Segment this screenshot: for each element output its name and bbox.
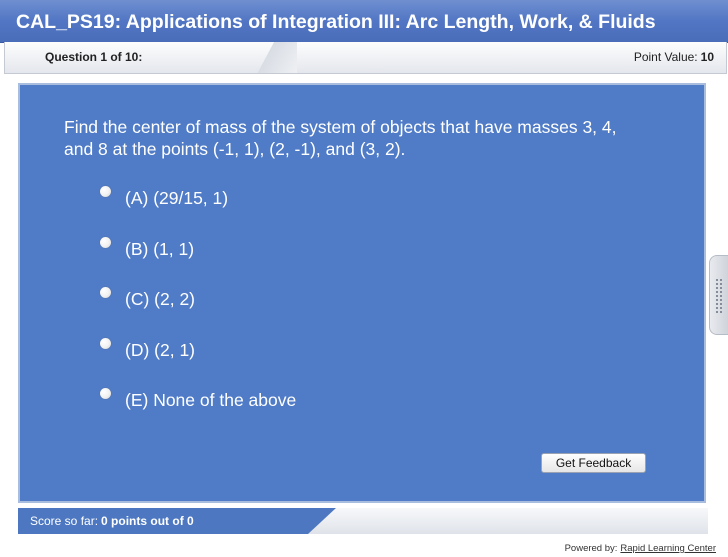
- radio-button-icon[interactable]: [100, 388, 111, 399]
- powered-by: [565, 543, 716, 554]
- score-label: Score so far:: [30, 514, 99, 528]
- drag-grip-icon: [715, 278, 723, 314]
- choice-label[interactable]: (C) (2, 2): [125, 289, 195, 309]
- rapid-learning-center-link[interactable]: Rapid Learning Center: [620, 543, 716, 554]
- radio-button-icon[interactable]: [100, 237, 111, 248]
- radio-button-icon[interactable]: [100, 186, 111, 197]
- score-value: 0 points out of 0: [101, 514, 194, 528]
- side-panel-handle[interactable]: [709, 255, 728, 335]
- radio-button-icon[interactable]: [100, 287, 111, 298]
- point-value-label: Point Value:: [633, 50, 698, 64]
- choice-label[interactable]: (D) (2, 1): [125, 340, 195, 360]
- question-panel: [18, 83, 706, 503]
- question-counter: Question 1 of 10:: [45, 50, 143, 64]
- title-bar: [0, 0, 728, 43]
- choice-label[interactable]: (A) (29/15, 1): [125, 188, 229, 208]
- question-text: Find the center of mass of the system of objects that have masses 3, 4, and 8 at the points (-1, 1), (2, -1), and (3, 2).: [64, 117, 617, 159]
- point-value-number: 10: [700, 50, 714, 64]
- choice-label[interactable]: (B) (1, 1): [125, 239, 195, 259]
- get-feedback-button[interactable]: Get Feedback: [541, 453, 646, 473]
- window-title: CAL_PS19: Applications of Integration III: Arc Length, Work, & Fluids: [16, 11, 656, 33]
- score-footer: [18, 508, 708, 534]
- header-divider: [237, 42, 297, 73]
- point-value: [634, 50, 714, 64]
- choice-label[interactable]: (E) None of the above: [125, 390, 297, 410]
- powered-by-label: Powered by:: [564, 543, 618, 554]
- score-so-far: [30, 514, 194, 528]
- footer-tab: [308, 508, 708, 534]
- radio-button-icon[interactable]: [100, 338, 111, 349]
- question-header: [4, 42, 727, 74]
